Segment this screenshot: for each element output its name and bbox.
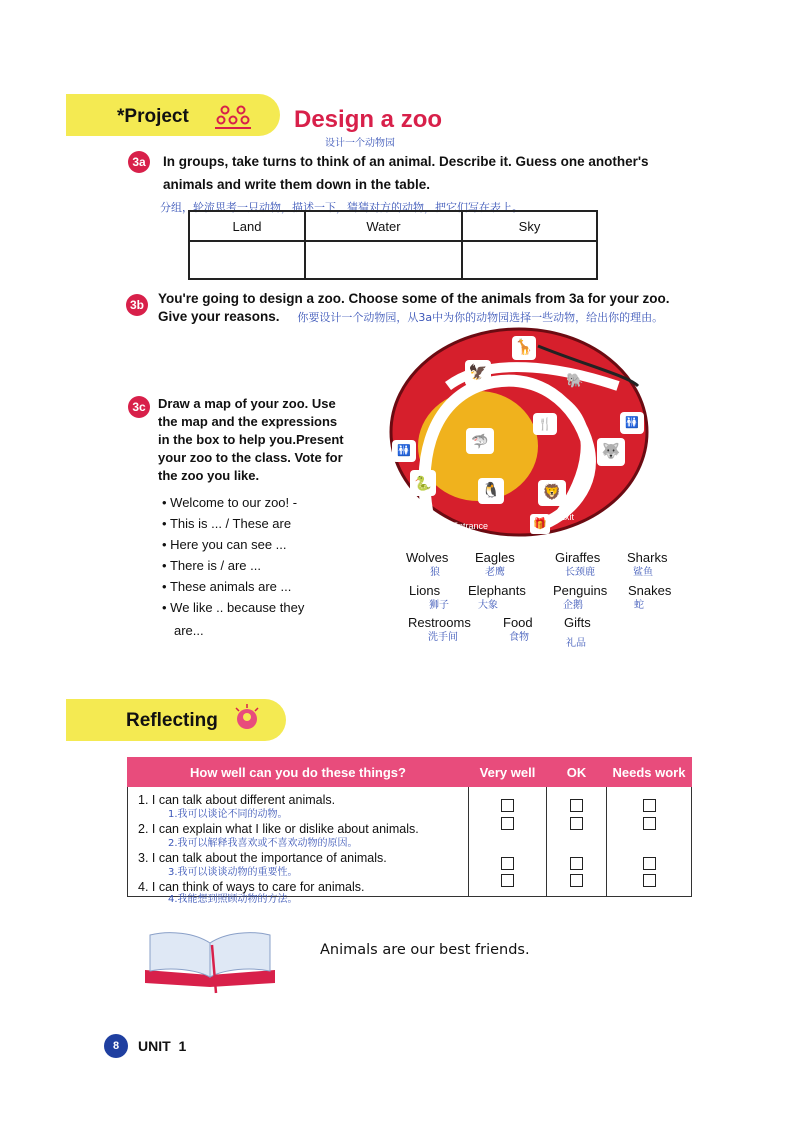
header-needs-work: Needs work [607,758,692,787]
restroom-tile-icon: 🚻 [392,440,416,462]
elephant-silhouette-icon: 🐘 [566,372,584,388]
very-well-checkbox[interactable] [501,799,514,812]
expression-item: • Here you can see ... [162,534,304,555]
ok-checkbox[interactable] [570,799,583,812]
skill-item: 4. I can think of ways to care for animals. [138,880,365,894]
land-answer-cell[interactable] [189,241,305,279]
gift-tile-icon: 🎁 [530,514,550,534]
map-entrance-label: Entrance [452,521,489,531]
giraffe-tile-icon: 🦒 [512,336,536,360]
expression-item: are... [174,623,204,638]
very-well-checkbox[interactable] [501,817,514,830]
restroom-tile-icon: 🚻 [620,412,644,434]
skill-list [128,787,469,897]
group-icon [213,104,253,135]
wolf-tile-icon: 🐺 [597,438,625,466]
header-ok: OK [547,758,607,787]
skill-item-cn: 1.我可以谈论不同的动物。 [168,808,288,820]
vocab-item: Giraffes 长颈鹿 [555,550,601,578]
expression-item: • This is ... / These are [162,513,304,534]
needs-work-column [607,787,692,897]
shark-tile-icon: 🦈 [466,428,494,454]
lightbulb-head-icon [232,703,264,740]
expression-item: • We like .. because they [162,597,304,618]
expressions-list [162,492,304,618]
animal-table [188,210,598,280]
skill-item-cn: 2.我可以解释我喜欢或不喜欢动物的原因。 [168,837,358,849]
water-answer-cell[interactable] [305,241,462,279]
vocab-item: Penguins 企鹅 [553,583,608,611]
unit-label: UNIT 1 [138,1038,187,1054]
food-tile-icon: 🍴 [533,413,557,435]
project-label: *Project [117,106,189,127]
vocab-item: Lions 狮子 [409,583,449,611]
task-badge-3a: 3a [128,151,150,173]
vocab-item: Sharks 鲨鱼 [627,550,668,578]
self-assessment-table [127,757,692,897]
page-title-cn: 设计一个动物园 [325,138,395,149]
page-number: 8 [104,1034,128,1058]
vocab-item: Food 食物 [503,615,533,643]
task-badge-3c: 3c [128,396,150,418]
skill-item-cn: 4.我能想到照顾动物的方法。 [168,894,298,905]
snake-tile-icon: 🐍 [410,470,436,496]
task-badge-3b: 3b [126,294,148,316]
very-well-column [469,787,547,897]
skill-item: 2. I can explain what I like or dislike about animals. [138,822,419,836]
vocab-item: Wolves 狼 [406,550,449,578]
needs-work-checkbox[interactable] [643,857,656,870]
page-title: Design a zoo [294,106,443,133]
vocab-item: Restrooms 洗手间 [408,615,471,643]
needs-work-checkbox[interactable] [643,874,656,887]
expression-item: • Welcome to our zoo! - [162,492,304,513]
task-3a-instructions: In groups, take turns to think of an animal. Describe it. Guess one another's animals and write them down in the table. [163,154,649,192]
skill-item: 3. I can talk about the importance of animals. [138,851,387,865]
open-book-icon [140,925,280,1000]
task-3c-instructions: Draw a map of your zoo. Use the map and the expressions in the box to help you.Present your zoo to the class. Vote for the zoo you like. [158,396,344,483]
ok-checkbox[interactable] [570,817,583,830]
column-header-land: Land [189,211,305,241]
motto-text: Animals are our best friends. [320,942,530,958]
sky-answer-cell[interactable] [462,241,597,279]
expression-item: • These animals are ... [162,576,304,597]
map-exit-label: Exit [559,512,575,522]
task-3b-instructions-cn: 你要设计一个动物园，从3a中为你的动物园选择一些动物，给出你的理由。 [297,311,664,324]
task-3a-instructions-cn: 分组，轮流思考一只动物，描述一下，猜猜对方的动物，把它们写在表上。 [160,201,523,214]
very-well-checkbox[interactable] [501,874,514,887]
skill-item: 1. I can talk about different animals. [138,793,336,807]
skill-item-cn: 3.我可以谈谈动物的重要性。 [168,866,298,878]
vocab-item: Gifts 礼品 [564,615,591,649]
penguin-tile-icon: 🐧 [478,478,504,504]
very-well-checkbox[interactable] [501,857,514,870]
header-skill: How well can you do these things? [128,758,469,787]
column-header-water: Water [305,211,462,241]
lion-tile-icon: 🦁 [538,480,566,506]
header-very-well: Very well [469,758,547,787]
vocab-item: Snakes 蛇 [628,583,672,611]
vocab-item: Eagles 老鹰 [475,550,515,578]
reflecting-label: Reflecting [126,710,218,731]
needs-work-checkbox[interactable] [643,817,656,830]
ok-checkbox[interactable] [570,857,583,870]
expression-item: • There is / are ... [162,555,304,576]
ok-column [547,787,607,897]
eagle-tile-icon: 🦅 [465,360,491,386]
ok-checkbox[interactable] [570,874,583,887]
task-3b-instructions: You're going to design a zoo. Choose some of the animals from 3a for your zoo. Give your reasons. 你要设计一个动物园，从3a中为你的动物园选择一些动物，给出你的理由。 [158,291,670,324]
needs-work-checkbox[interactable] [643,799,656,812]
column-header-sky: Sky [462,211,597,241]
vocab-item: Elephants 大象 [468,583,526,611]
